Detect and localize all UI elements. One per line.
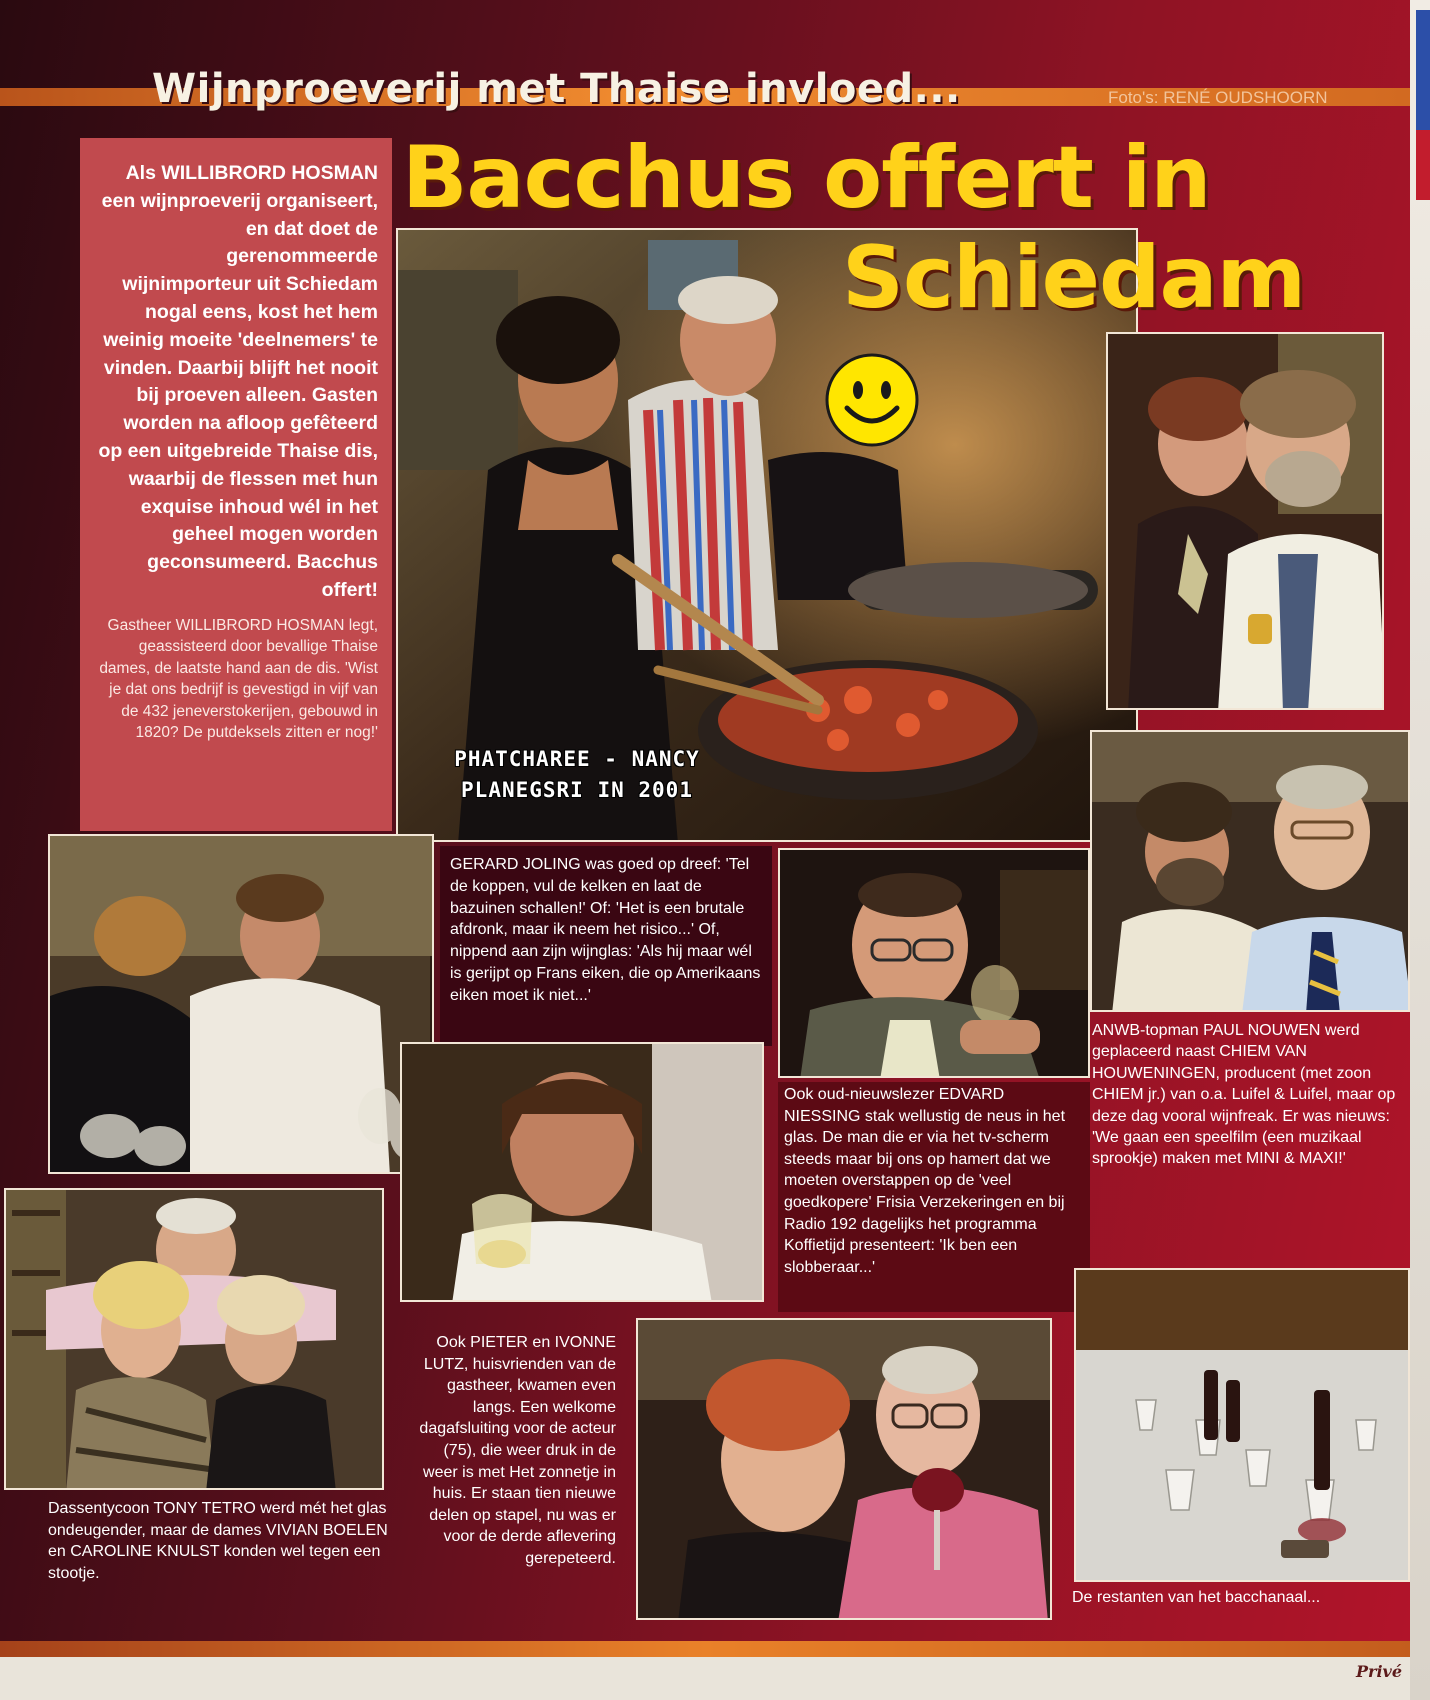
photo-edvard-niessing	[778, 848, 1090, 1078]
photo-tony-tetro-dames	[4, 1188, 384, 1490]
photo-credit: Foto's: RENÉ OUDSHOORN	[1108, 88, 1328, 107]
caption-pieter-text: Ook PIETER en IVONNE LUTZ, huisvrienden van de gastheer, kwamen even langs. Een welkome dagafsluiting voor de acteur (75), die weer druk in de weer is met Het zonnetje in huis. Er staan tien nieuwe delen op stapel, nu was er voor de derde aflevering gerepeteerd.	[419, 1334, 616, 1567]
caption-edvard-niessing	[778, 1082, 1090, 1312]
photo-man-wine-glass	[400, 1042, 764, 1302]
caption-tony-tetro	[48, 1498, 388, 1618]
edge-red-tab	[1416, 130, 1430, 200]
caption-tony-text: Dassentycoon TONY TETRO werd mét het glas ondeugender, maar de dames VIVIAN BOELEN en CAROLINE KNULST konden wel tegen een stootje.	[48, 1500, 388, 1582]
smiley-face-icon	[822, 350, 922, 450]
bottom-margin-strip	[0, 1657, 1410, 1700]
watermark	[412, 744, 742, 806]
intro-box	[80, 138, 392, 831]
caption-restanten-text: De restanten van het bacchanaal...	[1072, 1589, 1321, 1606]
intro-caption: Gastheer WILLIBRORD HOSMAN legt, geassisteerd door bevallige Thaise dames, de laatste hand aan de dis. 'Wist je dat ons bedrijf is gevestigd in vijf van de 432 jeneverstokerijen, gebouwd in 1820? De putdeksels zitten er nog!'	[99, 616, 378, 742]
caption-restanten	[1072, 1588, 1402, 1618]
watermark-line-1: PHATCHAREE - NANCY	[454, 747, 700, 771]
caption-edvard-text: Ook oud-nieuwslezer EDVARD NIESSING stak wellustig de neus in het glas. De man die er via het tv-scherm steeds maar bij ons op hamert dat we moeten overstappen op de 'veel goedkopere' Frisia Verzekeringen en bij Radio 192 dagelijks het programma Koffietijd presenteert: 'Ik ben een slobberaar...'	[784, 1086, 1066, 1276]
kicker-title: Wijnproeverij met Thaise invloed...	[152, 66, 961, 112]
magazine-logo: Privé	[1355, 1662, 1402, 1681]
caption-gerard-joling	[440, 846, 772, 1046]
photo-couple-toast	[1106, 332, 1384, 710]
edge-blue-tab	[1416, 10, 1430, 130]
photo-paul-chiem	[1090, 730, 1410, 1012]
headline-line-1: Bacchus offert in	[402, 128, 1211, 228]
photo-gerard-joling	[48, 834, 434, 1174]
caption-paul-nouwen	[1088, 1020, 1406, 1250]
caption-gerard-text: GERARD JOLING was goed op dreef: 'Tel de koppen, vul de kelken en laat de bazuinen schallen!' Of: 'Het is een brutale afdronk, maar ik neem het risico...' Of, nippend aan zijn wijnglas: 'Als hij maar wél is gerijpt op Frans eiken, die op Amerikaans eiken moet ik niet...'	[450, 856, 761, 1004]
caption-pieter-lutz	[400, 1328, 622, 1618]
watermark-line-2: PLANEGSRI IN 2001	[461, 778, 693, 802]
intro-lead: Als WILLIBRORD HOSMAN een wijnproeverij organiseert, en dat doet de gerenommeerde wijnimporteur uit Schiedam nogal eens, kost het hem weinig moeite 'deelnemers' te vinden. Daarbij blijft het nooit bij proeven alleen. Gasten worden na afloop gefêteerd op een uitgebreide Thaise dis, waarbij de flessen met hun exquise inhoud wél in het geheel mogen worden geconsumeerd. Bacchus offert!	[98, 162, 378, 601]
photo-pieter-ivonne-lutz	[636, 1318, 1052, 1620]
caption-paul-text: ANWB-topman PAUL NOUWEN werd geplaceerd naast CHIEM VAN HOUWENINGEN, producent (met zoon CHIEM jr.) van o.a. Luifel & Luifel, maar op deze dag vooral wijnfreak. Er was nieuws: 'We gaan een speelfilm (een muzikaal sprookje) maken met MINI & MAXI!'	[1092, 1022, 1396, 1168]
photo-restanten-tafel	[1074, 1268, 1410, 1582]
bottom-accent-bar	[0, 1641, 1410, 1657]
headline-line-2: Schiedam	[842, 228, 1306, 328]
page-edge-strip	[1410, 0, 1430, 1700]
headline	[402, 128, 1382, 328]
